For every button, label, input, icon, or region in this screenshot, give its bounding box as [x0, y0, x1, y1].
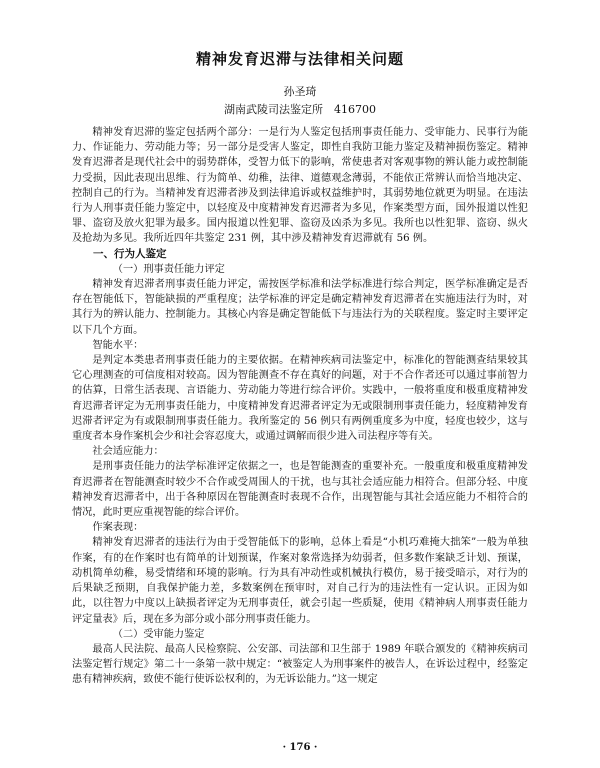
subsection-heading-2: （二）受审能力鉴定: [112, 628, 205, 640]
page-number: · 176 ·: [282, 742, 318, 753]
section-heading-1: 一、行为人鉴定: [93, 247, 167, 260]
paragraph-intelligence-level: 是判定本类患者刑事责任能力的主要依据。在精神疾病司法鉴定中，标准化的智能测查结果较其它心理测查的可信度相对较高。因为智能测查不存在真好的问题，对于不合作者还可以通过事前智力的估算，日常生活表现、言语能力、劳动能力等进行综合评价。实践中，一般将重度和极重度精神发育迟滞者评定为无刑事责任能力，中度精神发育迟滞者评定为无或限制刑事责任能力，轻度精神发育迟滞者评定为有或限制刑事责任能力。我所鉴定的 56 例只有两例重度多为中度，轻度也较少，这与重度者本身作案机会少和社会容忍度大，或通过调解而很少进入司法程序等有关。: [72, 355, 528, 443]
article-title: 精神发育迟滞与法律相关问题: [195, 50, 404, 68]
intro-paragraph: 精神发育迟滞的鉴定包括两个部分：一是行为人鉴定包括刑事责任能力、受审能力、民事行为能力、作证能力、劳动能力等；另一部分是受害人鉴定，即性自我防卫能力鉴定及精神损伤鉴定。精神发育迟滞者是现代社会中的弱势群体，受智力低下的影响，常使患者对客观事物的辨认能力或控制能力受损，因此表现出思维、行为简单、幼稚，法律、道德观念薄弱，不能依正常辨认而恰当地决定、控制自己的行为。当精神发育迟滞者涉及到法律追诉或权益维护时，其弱势地位就更为明显。在违法行为人刑事责任能力鉴定中，以轻度及中度精神发育迟滞者为多见，作案类型方面，国外报道以性犯罪、盗窃及放火犯罪为最多。国内报道以性犯罪、盗窃及凶杀为多见。我所也以性犯罪、盗窃、纵火及抢劫为多见。我所近四年共鉴定 231 例，其中涉及精神发育迟滞就有 56 例。: [72, 127, 528, 245]
heading-case-behavior: 作案表现：: [92, 522, 144, 534]
author-affiliation: 湖南武陵司法鉴定所 416700: [224, 103, 376, 116]
heading-intelligence-level: 智能水平：: [92, 339, 144, 351]
subsection-heading-1: （一）刑事责任能力评定: [112, 263, 225, 275]
author-name: 孙圣琦: [283, 85, 317, 98]
heading-social-adaptation: 社会适应能力：: [92, 446, 164, 458]
paragraph-criminal-responsibility: 精神发育迟滞者刑事责任能力评定，需按医学标准和法学标准进行综合判定，医学标准确定是否存在智能低下，智能缺损的严重程度；法学标准的评定是确定精神发育迟滞者在实施违法行为时，对其行为的辨认能力、控制能力。其核心内容是确定智能低下与违法行为的关联程度。鉴定时主要评定以下几个方面。: [72, 279, 528, 336]
paragraph-trial-competence: 最高人民法院、最高人民检察院、公安部、司法部和卫生部于 1989 年联合颁发的《精神疾病司法鉴定暂行规定》第二十一条第一款中规定：“被鉴定人为刑事案件的被告人，在诉讼过程中，经鉴定患有精神疾病，致使不能行使诉讼权利的，为无诉讼能力。”这一规定: [72, 643, 528, 686]
paragraph-social-adaptation: 是刑事责任能力的法学标准评定依据之一，也是智能测查的重要补充。一般重度和极重度精神发育迟滞者在智能测查时较少不合作或受周围人的干扰，也与其社会适应能力相符合。但部分轻、中度精神发育迟滞者中，出于各种原因在智能测查时表现不合作，出现智能与其社会适应能力不相符合的情况，此时更应重视智能的综合评价。: [72, 461, 528, 519]
paragraph-case-behavior: 精神发育迟滞者的违法行为由于受智能低下的影响，总体上看是“小机巧难掩大拙笨”一般为单独作案，有的在作案时也有简单的计划预谋，作案对象常选择为幼弱者，但多数作案缺乏计划、预谋，动机简单幼稚，易受情绪和环境的影响。行为具有冲动性或机械执行模仿，易于接受暗示，对行为的后果缺乏预期，自我保护能力差，多数案例在预审时，对自己行为的违法性有一定认识。正因为如此，以往智力中度以上缺损者评定为无刑事责任，就会引起一些质疑，使用《精神病人刑事责任能力评定量表》后，现在多为部分或小部分刑事责任能力。: [72, 537, 528, 625]
